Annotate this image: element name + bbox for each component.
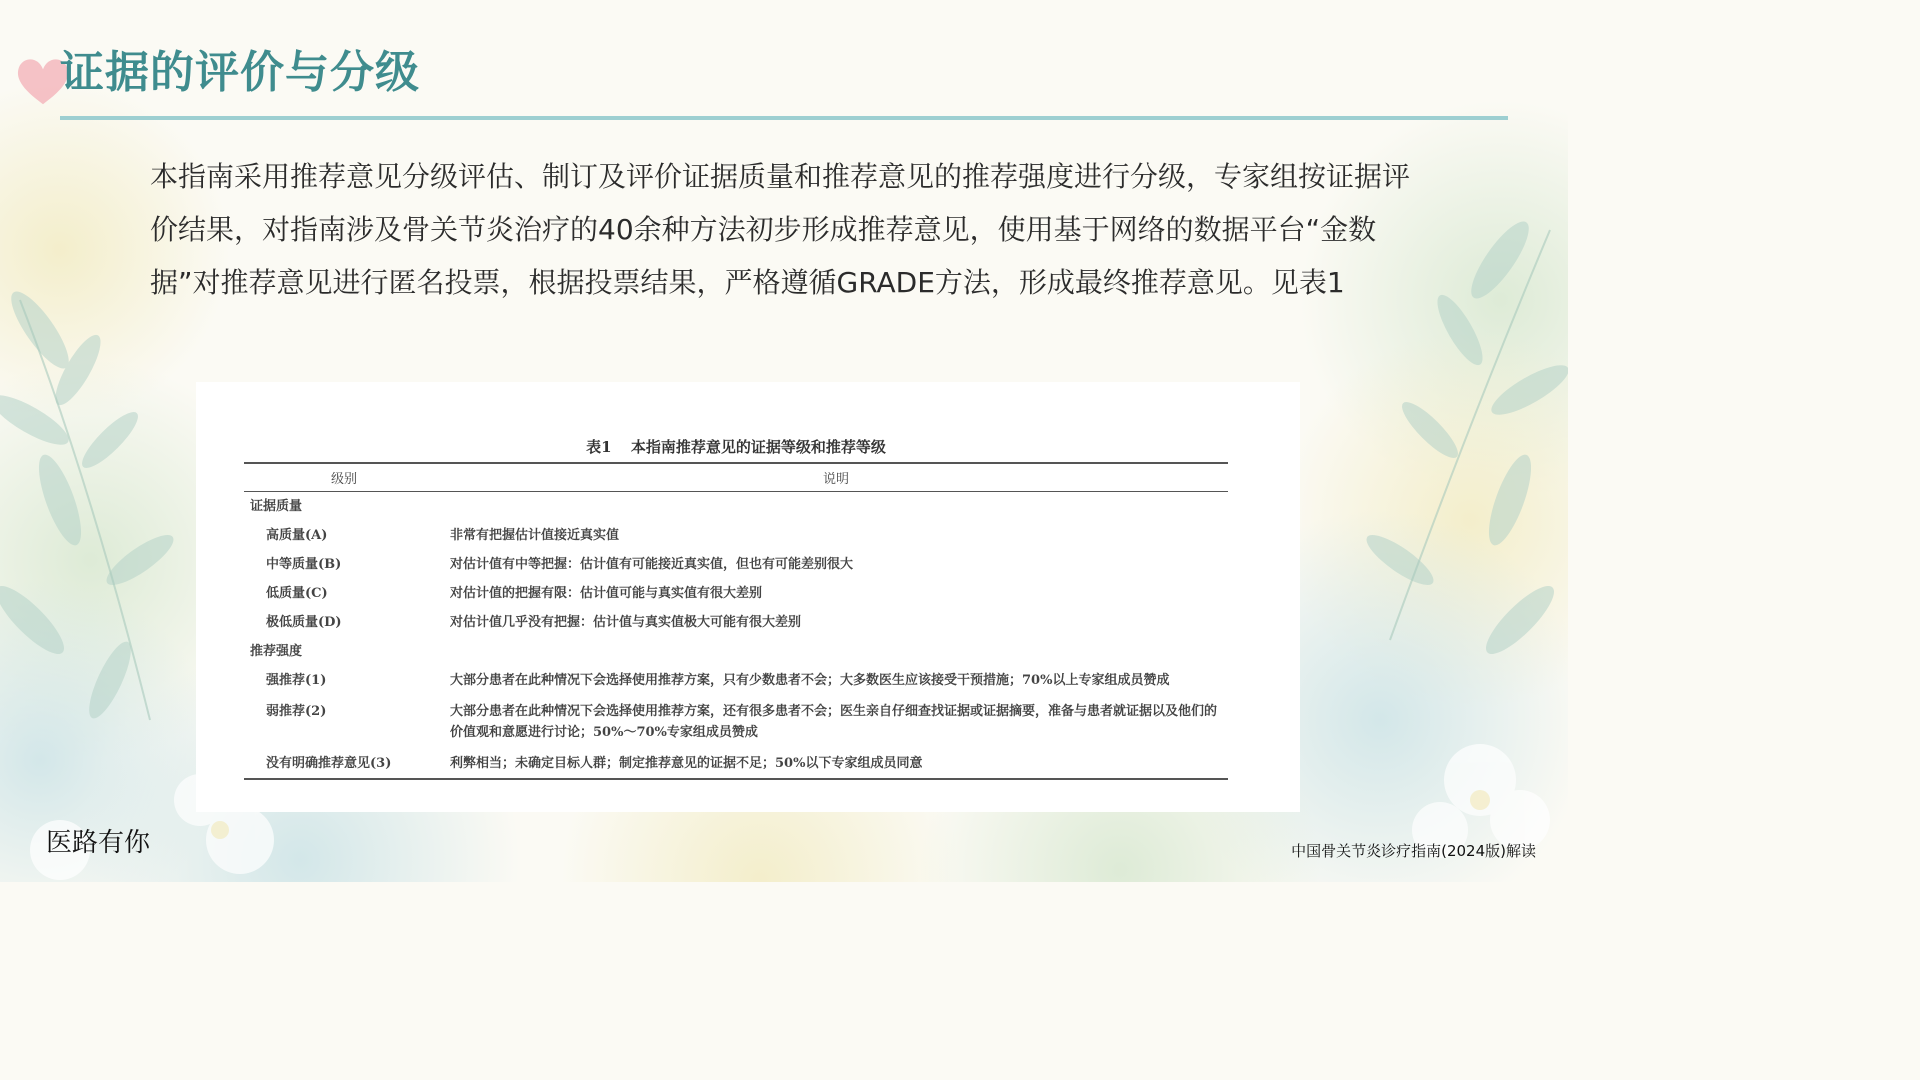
table-caption-text: 本指南推荐意见的证据等级和推荐等级 xyxy=(630,438,886,456)
section-label-strength: 推荐强度 xyxy=(250,644,303,659)
description-cell: 大部分患者在此种情况下会选择使用推荐方案，只有少数患者不会；大多数医生应该接受干预措施；70%以上专家组成员赞成 xyxy=(450,673,1170,688)
table-header-row xyxy=(244,463,1228,492)
page-title: 证据的评价与分级 xyxy=(60,47,420,98)
table-row xyxy=(244,608,1228,637)
description-cell: 利弊相当；未确定目标人群；制定推荐意见的证据不足；50%以下专家组成员同意 xyxy=(450,756,923,771)
description-cell: 对估计值的把握有限：估计值可能与真实值有很大差别 xyxy=(450,586,763,601)
table-caption-number: 表1 xyxy=(586,438,612,456)
description-cell: 对估计值有中等把握：估计值有可能接近真实值，但也有可能差别很大 xyxy=(450,557,854,572)
table-row xyxy=(244,697,1228,749)
description-cell: 非常有把握估计值接近真实值 xyxy=(450,528,620,543)
evidence-grade-table xyxy=(244,462,1228,780)
footer-brand: 医路有你 xyxy=(46,828,151,858)
header-level: 级别 xyxy=(244,463,444,492)
level-cell: 高质量(A) xyxy=(266,528,328,543)
section-label-quality: 证据质量 xyxy=(250,499,303,514)
level-cell: 极低质量(D) xyxy=(266,615,342,630)
table-row xyxy=(244,749,1228,779)
section-row-strength xyxy=(244,637,1228,666)
table-row xyxy=(244,521,1228,550)
level-cell: 低质量(C) xyxy=(266,586,328,601)
description-cell: 大部分患者在此种情况下会选择使用推荐方案，还有很多患者不会；医生亲自仔细查找证据或证据摘要，准备与患者就证据以及他们的价值观和意愿进行讨论；50%～70%专家组成员赞成 xyxy=(450,704,1218,740)
level-cell: 没有明确推荐意见(3) xyxy=(266,756,392,771)
section-row-quality xyxy=(244,492,1228,522)
table-row xyxy=(244,666,1228,697)
level-cell: 中等质量(B) xyxy=(266,557,342,572)
title-underline xyxy=(60,116,1508,120)
table-caption xyxy=(244,436,1228,457)
header-description: 说明 xyxy=(444,463,1228,492)
footer-source: 中国骨关节炎诊疗指南(2024版)解读 xyxy=(1291,842,1536,860)
intro-paragraph: 本指南采用推荐意见分级评估、制订及评价证据质量和推荐意见的推荐强度进行分级，专家组按证据评价结果，对指南涉及骨关节炎治疗的40余种方法初步形成推荐意见，使用基于网络的数据平台“金数据”对推荐意见进行匿名投票，根据投票结果，严格遵循GRADE方法，形成最终推荐意见。见表1 xyxy=(150,160,1411,299)
table-row xyxy=(244,550,1228,579)
level-cell: 弱推荐(2) xyxy=(266,704,327,719)
description-cell: 对估计值几乎没有把握：估计值与真实值极大可能有很大差别 xyxy=(450,615,802,630)
table-row xyxy=(244,579,1228,608)
level-cell: 强推荐(1) xyxy=(266,673,327,688)
